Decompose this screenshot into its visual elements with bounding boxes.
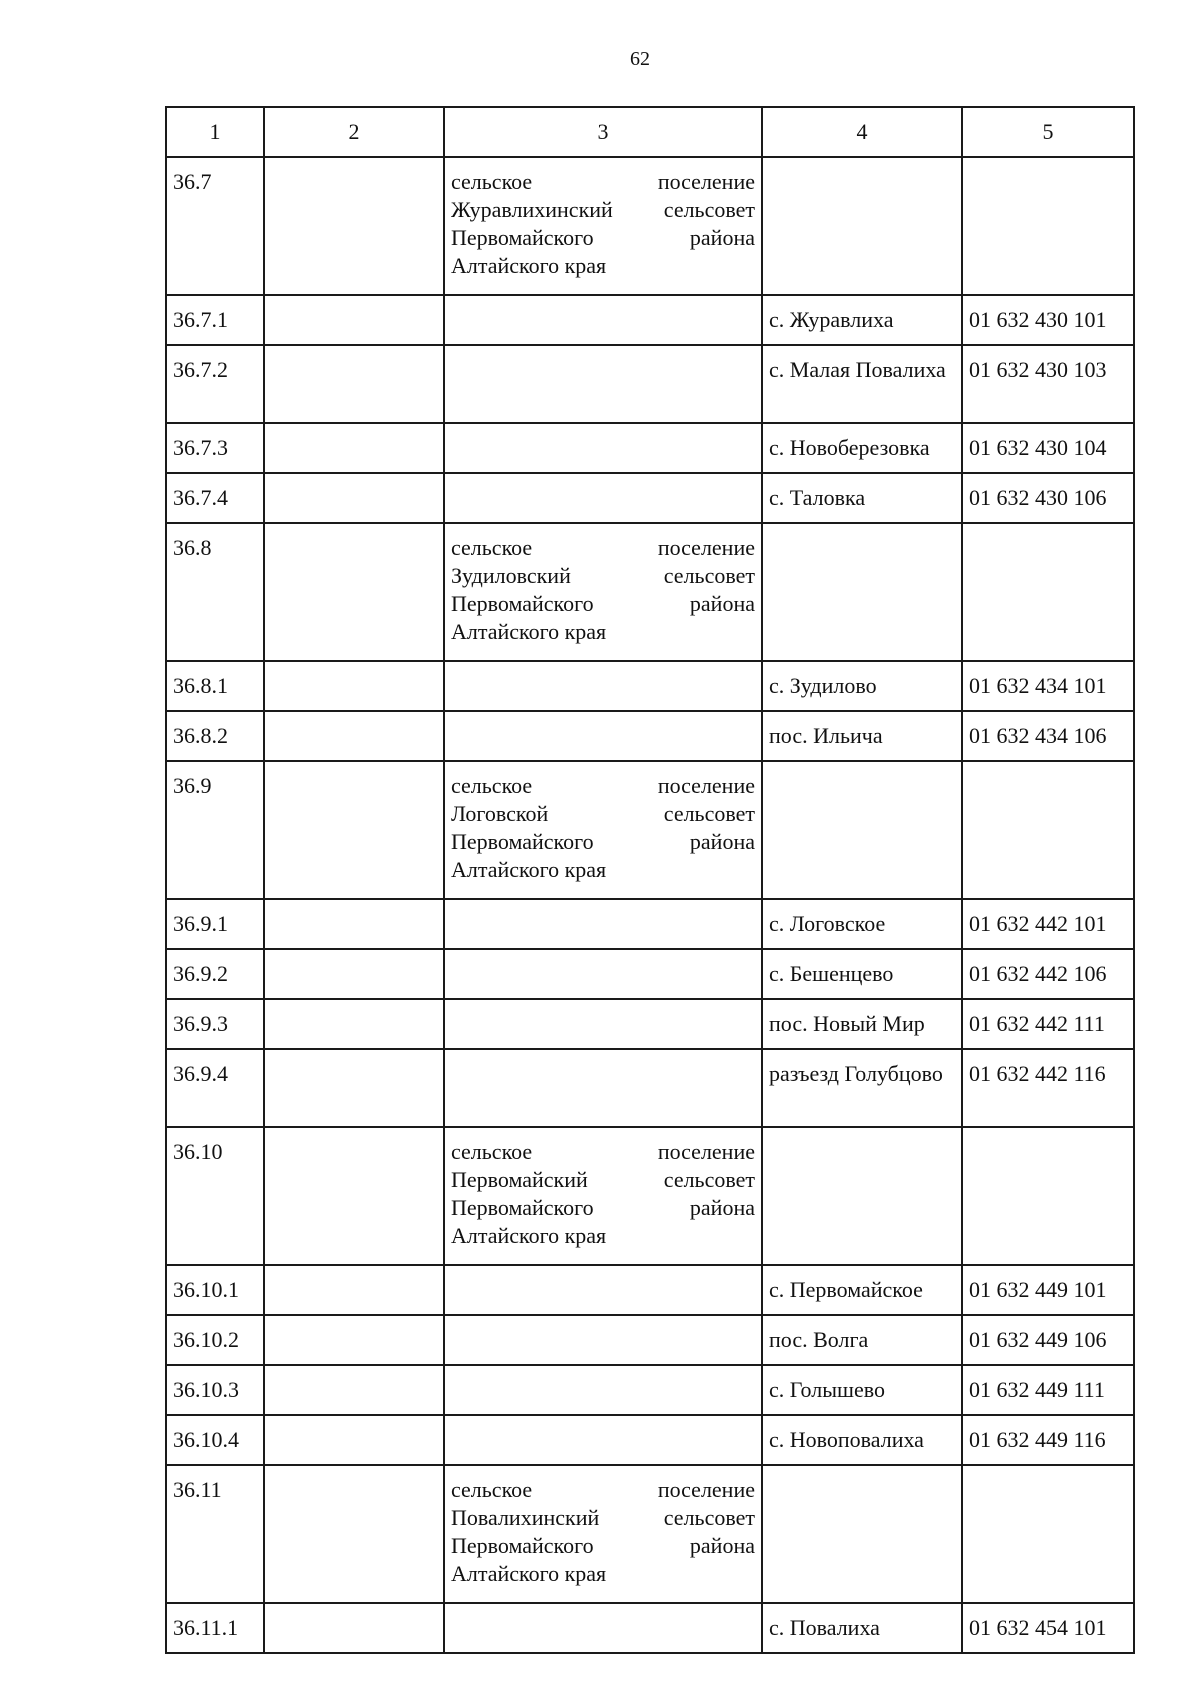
locality-name: пос. Волга — [762, 1315, 962, 1365]
table-row-locality — [166, 423, 1134, 473]
table-row-locality — [166, 473, 1134, 523]
table-row-locality — [166, 345, 1134, 423]
row-col-2 — [264, 157, 444, 295]
oktmo-code — [962, 523, 1134, 661]
settlement-name-line: Алтайского края — [451, 253, 607, 278]
row-number: 36.7.2 — [166, 345, 264, 423]
locality-name: разъезд Голубцово — [762, 1049, 962, 1127]
row-number: 36.9.3 — [166, 999, 264, 1049]
row-number: 36.10.4 — [166, 1415, 264, 1465]
settlement-name-line: Первомайского района — [451, 829, 755, 854]
header-col-1: 1 — [166, 107, 264, 157]
oktmo-code: 01 632 434 101 — [962, 661, 1134, 711]
settlement-name-line: сельское поселение — [451, 169, 755, 194]
table-row-locality — [166, 949, 1134, 999]
table-row-locality — [166, 295, 1134, 345]
settlement-name-line: сельское поселение — [451, 535, 755, 560]
table-row-settlement — [166, 1465, 1134, 1603]
settlement-name-line: Алтайского края — [451, 857, 607, 882]
locality-name: с. Журавлиха — [762, 295, 962, 345]
row-number: 36.7 — [166, 157, 264, 295]
settlement-name — [444, 295, 762, 345]
table-row-locality — [166, 1415, 1134, 1465]
settlement-name — [444, 1603, 762, 1653]
locality-name: пос. Новый Мир — [762, 999, 962, 1049]
row-number: 36.8.1 — [166, 661, 264, 711]
table-row-locality — [166, 1315, 1134, 1365]
locality-name — [762, 1465, 962, 1603]
row-number: 36.10 — [166, 1127, 264, 1265]
row-number: 36.7.1 — [166, 295, 264, 345]
row-number: 36.8 — [166, 523, 264, 661]
settlement-name-line: Журавлихинский сельсовет — [451, 197, 755, 222]
row-col-2 — [264, 1265, 444, 1315]
row-number: 36.11.1 — [166, 1603, 264, 1653]
table-row-locality — [166, 661, 1134, 711]
oktmo-code — [962, 1127, 1134, 1265]
table-row-locality — [166, 899, 1134, 949]
settlement-name — [444, 949, 762, 999]
settlement-name-line: Первомайского района — [451, 1533, 755, 1558]
locality-name: с. Голышево — [762, 1365, 962, 1415]
table-row-locality — [166, 999, 1134, 1049]
row-col-2 — [264, 1049, 444, 1127]
row-col-2 — [264, 473, 444, 523]
settlement-name — [444, 1049, 762, 1127]
settlement-name-line: Первомайского района — [451, 225, 755, 250]
row-col-2 — [264, 1603, 444, 1653]
settlement-name — [444, 1415, 762, 1465]
row-col-2 — [264, 1465, 444, 1603]
header-col-3: 3 — [444, 107, 762, 157]
table-row-settlement — [166, 1127, 1134, 1265]
row-col-2 — [264, 423, 444, 473]
settlement-name — [444, 157, 762, 295]
registry-table — [165, 106, 1135, 1654]
row-number: 36.7.3 — [166, 423, 264, 473]
locality-name: с. Новоберезовка — [762, 423, 962, 473]
settlement-name-line: Алтайского края — [451, 619, 607, 644]
oktmo-code: 01 632 449 101 — [962, 1265, 1134, 1315]
settlement-name — [444, 1365, 762, 1415]
header-col-4: 4 — [762, 107, 962, 157]
oktmo-code: 01 632 442 101 — [962, 899, 1134, 949]
locality-name: с. Малая Повалиха — [762, 345, 962, 423]
locality-name: с. Повалиха — [762, 1603, 962, 1653]
settlement-name-line: Зудиловский сельсовет — [451, 563, 755, 588]
row-number: 36.9 — [166, 761, 264, 899]
settlement-name — [444, 1265, 762, 1315]
locality-name: с. Зудилово — [762, 661, 962, 711]
oktmo-code: 01 632 430 103 — [962, 345, 1134, 423]
settlement-name-line: сельское поселение — [451, 773, 755, 798]
settlement-name — [444, 761, 762, 899]
oktmo-code: 01 632 430 104 — [962, 423, 1134, 473]
settlement-name-line: Повалихинский сельсовет — [451, 1505, 755, 1530]
settlement-name — [444, 661, 762, 711]
settlement-name-line: Логовской сельсовет — [451, 801, 755, 826]
row-number: 36.7.4 — [166, 473, 264, 523]
oktmo-code: 01 632 449 106 — [962, 1315, 1134, 1365]
locality-name: с. Таловка — [762, 473, 962, 523]
table-header-row — [166, 107, 1134, 157]
oktmo-code: 01 632 454 101 — [962, 1603, 1134, 1653]
table-row-locality — [166, 1265, 1134, 1315]
settlement-name-line: Первомайский сельсовет — [451, 1167, 755, 1192]
row-col-2 — [264, 1415, 444, 1465]
header-col-2: 2 — [264, 107, 444, 157]
settlement-name — [444, 1465, 762, 1603]
table-row-locality — [166, 711, 1134, 761]
row-number: 36.10.3 — [166, 1365, 264, 1415]
settlement-name — [444, 523, 762, 661]
row-col-2 — [264, 899, 444, 949]
row-col-2 — [264, 999, 444, 1049]
settlement-name — [444, 899, 762, 949]
table-row-locality — [166, 1365, 1134, 1415]
row-col-2 — [264, 711, 444, 761]
row-number: 36.10.1 — [166, 1265, 264, 1315]
settlement-name-line: Алтайского края — [451, 1223, 607, 1248]
oktmo-code: 01 632 442 116 — [962, 1049, 1134, 1127]
settlement-name — [444, 1315, 762, 1365]
oktmo-code: 01 632 442 106 — [962, 949, 1134, 999]
settlement-name-line: Первомайского района — [451, 1195, 755, 1220]
oktmo-code: 01 632 434 106 — [962, 711, 1134, 761]
settlement-name-line: сельское поселение — [451, 1139, 755, 1164]
locality-name — [762, 1127, 962, 1265]
settlement-name-line: сельское поселение — [451, 1477, 755, 1502]
page-number: 62 — [630, 48, 650, 70]
oktmo-code: 01 632 449 111 — [962, 1365, 1134, 1415]
header-col-5: 5 — [962, 107, 1134, 157]
row-number: 36.8.2 — [166, 711, 264, 761]
locality-name — [762, 761, 962, 899]
row-col-2 — [264, 1365, 444, 1415]
row-number: 36.9.1 — [166, 899, 264, 949]
settlement-name-line: Первомайского района — [451, 591, 755, 616]
table-row-settlement — [166, 157, 1134, 295]
row-number: 36.9.4 — [166, 1049, 264, 1127]
settlement-name — [444, 345, 762, 423]
row-col-2 — [264, 949, 444, 999]
oktmo-code: 01 632 449 116 — [962, 1415, 1134, 1465]
row-col-2 — [264, 345, 444, 423]
row-number: 36.11 — [166, 1465, 264, 1603]
oktmo-code: 01 632 442 111 — [962, 999, 1134, 1049]
locality-name: пос. Ильича — [762, 711, 962, 761]
settlement-name — [444, 423, 762, 473]
row-number: 36.9.2 — [166, 949, 264, 999]
locality-name — [762, 157, 962, 295]
settlement-name — [444, 1127, 762, 1265]
row-col-2 — [264, 1315, 444, 1365]
oktmo-code: 01 632 430 106 — [962, 473, 1134, 523]
table-row-locality — [166, 1603, 1134, 1653]
row-col-2 — [264, 1127, 444, 1265]
settlement-name — [444, 711, 762, 761]
settlement-name — [444, 999, 762, 1049]
settlement-name — [444, 473, 762, 523]
table-row-settlement — [166, 523, 1134, 661]
oktmo-code — [962, 157, 1134, 295]
locality-name: с. Новоповалиха — [762, 1415, 962, 1465]
oktmo-code — [962, 1465, 1134, 1603]
row-col-2 — [264, 295, 444, 345]
table-row-locality — [166, 1049, 1134, 1127]
row-col-2 — [264, 661, 444, 711]
row-col-2 — [264, 761, 444, 899]
row-col-2 — [264, 523, 444, 661]
locality-name: с. Первомайское — [762, 1265, 962, 1315]
locality-name: с. Логовское — [762, 899, 962, 949]
settlement-name-line: Алтайского края — [451, 1561, 607, 1586]
oktmo-code — [962, 761, 1134, 899]
table-body — [166, 157, 1134, 1653]
locality-name: с. Бешенцево — [762, 949, 962, 999]
row-number: 36.10.2 — [166, 1315, 264, 1365]
table-row-settlement — [166, 761, 1134, 899]
locality-name — [762, 523, 962, 661]
oktmo-code: 01 632 430 101 — [962, 295, 1134, 345]
